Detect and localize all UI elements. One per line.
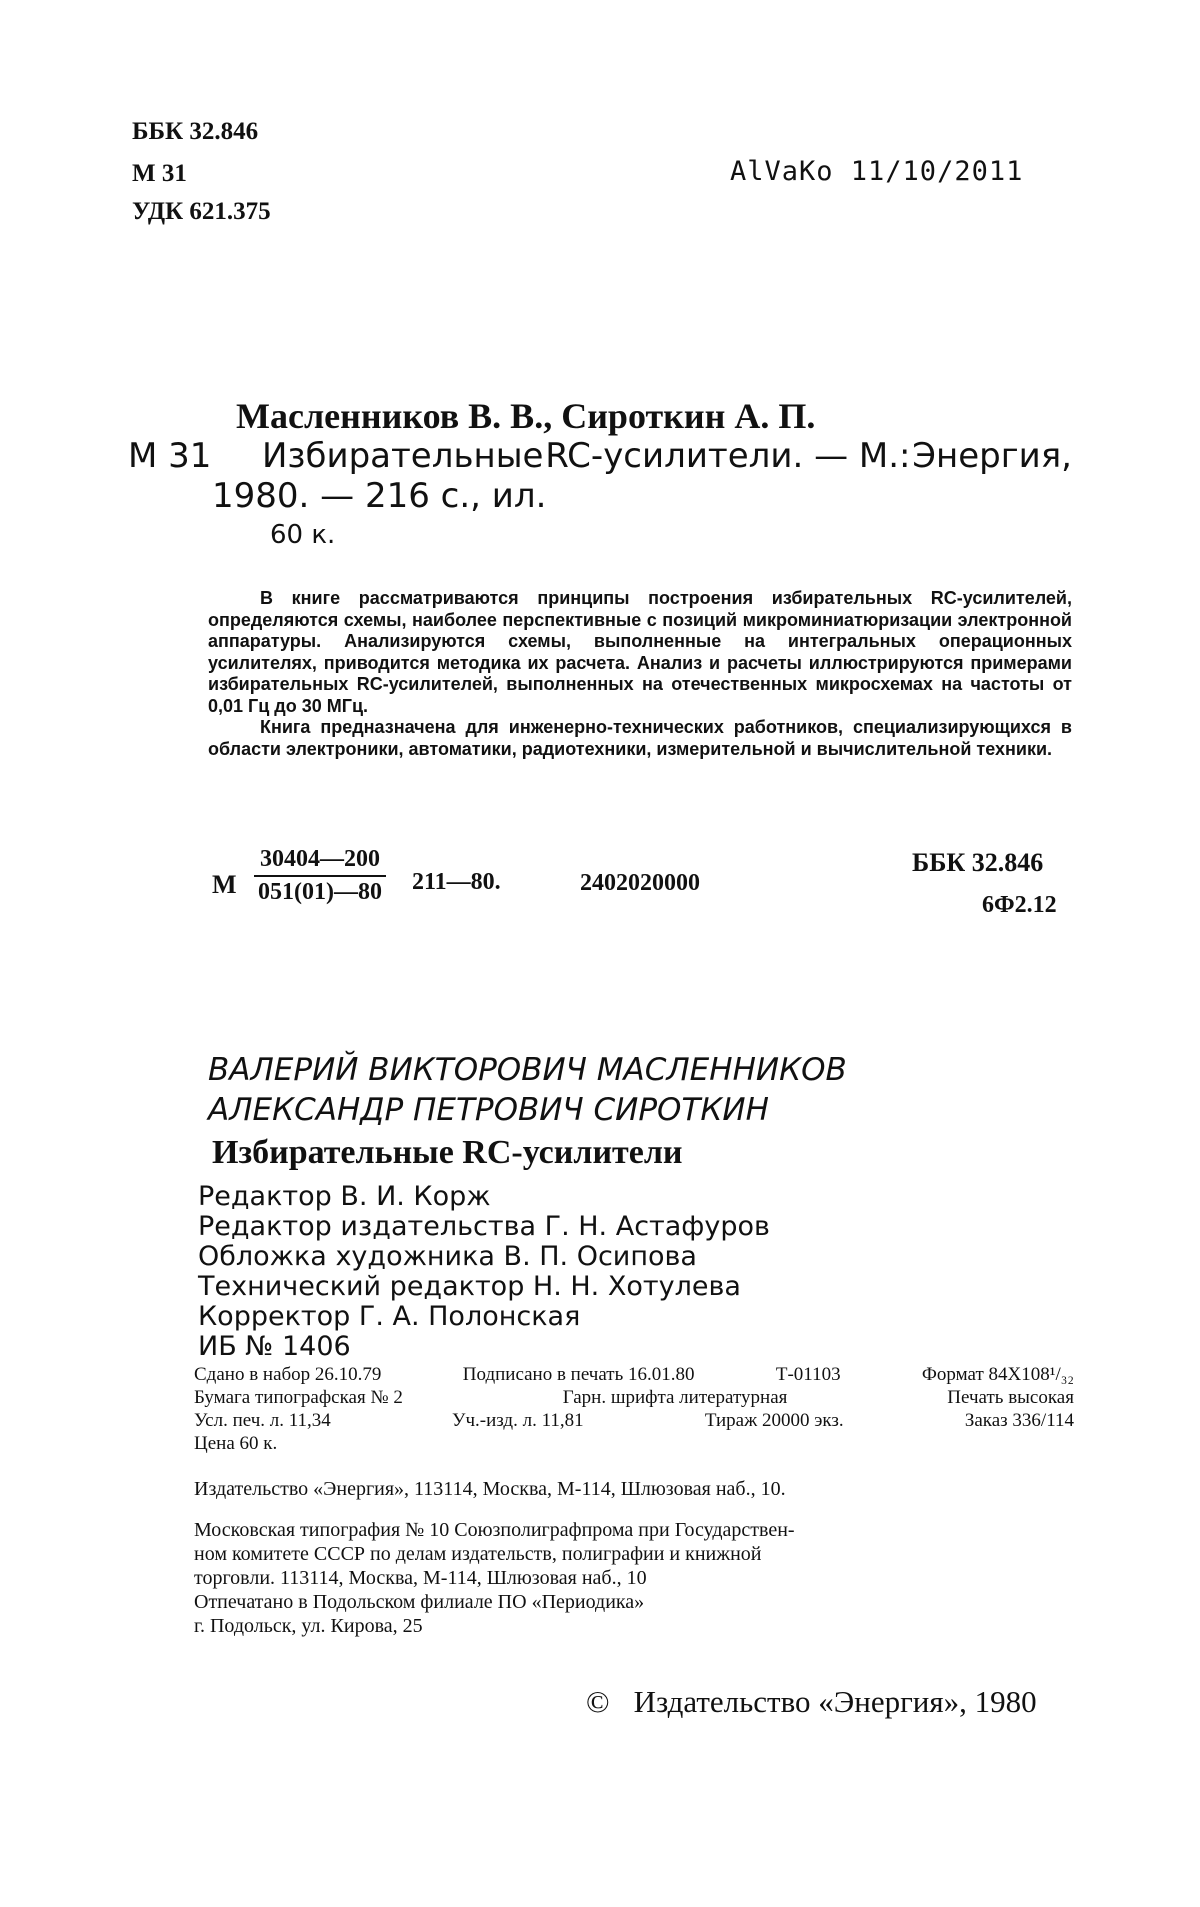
scan-watermark: AlVaKo 11/10/2011	[730, 156, 1024, 187]
colophon-author: ВАЛЕРИЙ ВИКТОРОВИЧ МАСЛЕННИКОВ	[208, 1052, 847, 1088]
printing-line: Московская типография № 10 Союзполиграфпрома при Государствен-	[194, 1519, 795, 1541]
credit-line: ИБ № 1406	[198, 1331, 351, 1362]
catalog-publication: 1980. — 216 с., ил.	[212, 476, 547, 516]
credit-line: Корректор Г. А. Полонская	[198, 1301, 581, 1332]
imprint-cell: Печать высокая	[947, 1387, 1074, 1408]
publisher-address: Издательство «Энергия», 113114, Москва, М-114, Шлюзовая наб., 10.	[194, 1478, 786, 1500]
imprint-cell: Уч.-изд. л. 11,81	[452, 1410, 584, 1431]
imprint-cell: Усл. печ. л. 11,34	[194, 1410, 331, 1431]
printing-house	[194, 1518, 1074, 1638]
credit-line: Редактор издательства Г. Н. Астафуров	[198, 1211, 770, 1242]
catalog-title-part-2: RC-усилители. — М.:	[545, 436, 911, 476]
book-title: Избирательные RC-усилители	[212, 1134, 683, 1171]
code-letter: М	[212, 870, 237, 899]
code-mid: 211—80.	[412, 869, 501, 895]
bbk-subcode: 6Ф2.12	[982, 892, 1057, 918]
imprint-cell: Т-01103	[775, 1364, 841, 1385]
code-number: 2402020000	[580, 870, 700, 896]
credit-line: Обложка художника В. П. Осипова	[198, 1241, 697, 1272]
author-mark: М 31	[132, 160, 187, 187]
imprint-row	[194, 1386, 1074, 1409]
copyright-icon: ©	[586, 1684, 610, 1719]
imprint-cell: Формат 84Х108¹/₃₂	[921, 1364, 1074, 1385]
catalog-title-line	[262, 436, 1072, 476]
credit-line: Технический редактор Н. Н. Хотулева	[198, 1271, 741, 1302]
imprint-data	[194, 1363, 1074, 1455]
catalog-price: 60 к.	[270, 520, 336, 550]
imprint-row	[194, 1432, 1074, 1455]
catalog-authors: Масленников В. В., Сироткин А. П.	[236, 396, 816, 436]
imprint-cell: Сдано в набор 26.10.79	[194, 1364, 382, 1385]
imprint-cell: Гарн. шрифта литературная	[562, 1387, 788, 1408]
bbk-code: ББК 32.846	[132, 118, 259, 145]
imprint-cell: Бумага типографская № 2	[194, 1387, 403, 1408]
copyright-line	[586, 1684, 1037, 1720]
bbk-code-right: ББК 32.846	[912, 848, 1044, 877]
credit-line: Редактор В. И. Корж	[198, 1181, 491, 1212]
annotation-paragraph: В книге рассматриваются принципы построения избирательных RC-усилителей, определяются схемы, наиболее перспективные с позиций микроминиатюризации электронной аппаратуры. Анализируются схемы, выполненные на интегральных операционных усилителях, приводится методика их расчета. Анализ и расчеты иллюстрируются примерами избирательных RC-усилителей, выполненных на отечественных микросхемах на частоты от 0,01 Гц до 30 МГц.	[208, 588, 1072, 716]
catalog-title-part-1: Избирательные	[262, 436, 544, 476]
imprint-cell: Подписано в печать 16.01.80	[462, 1364, 695, 1385]
annotation-paragraph: Книга предназначена для инженерно-технических работников, специализирующихся в области электроники, автоматики, радиотехники, измерительной и вычислительной техники.	[208, 717, 1072, 759]
imprint-row	[194, 1363, 1074, 1386]
printing-line: г. Подольск, ул. Кирова, 25	[194, 1615, 423, 1637]
catalog-title-part-3: Энергия,	[912, 436, 1072, 476]
credits	[198, 1182, 770, 1362]
annotation	[208, 588, 1072, 760]
colophon-authors	[208, 1050, 847, 1130]
udk-code: УДК 621.375	[132, 198, 271, 225]
catalog-mark: М 31	[128, 436, 212, 476]
fraction-bar	[254, 875, 386, 877]
imprint-cell: Цена 60 к.	[194, 1433, 278, 1454]
colophon-author: АЛЕКСАНДР ПЕТРОВИЧ СИРОТКИН	[208, 1092, 769, 1128]
code-numerator: 30404—200	[259, 846, 380, 872]
printing-line: ном комитете СССР по делам издательств, полиграфии и книжной	[194, 1543, 762, 1565]
printing-line: торговли. 113114, Москва, М-114, Шлюзовая наб., 10	[194, 1567, 647, 1589]
copyright-text: Издательство «Энергия», 1980	[633, 1684, 1037, 1719]
printing-line: Отпечатано в Подольском филиале ПО «Периодика»	[194, 1591, 645, 1613]
code-denominator: 051(01)—80	[258, 879, 382, 905]
imprint-cell: Заказ 336/114	[964, 1410, 1074, 1431]
imprint-cell: Тираж 20000 экз.	[704, 1410, 844, 1431]
imprint-row	[194, 1409, 1074, 1432]
code-fraction	[254, 846, 386, 906]
